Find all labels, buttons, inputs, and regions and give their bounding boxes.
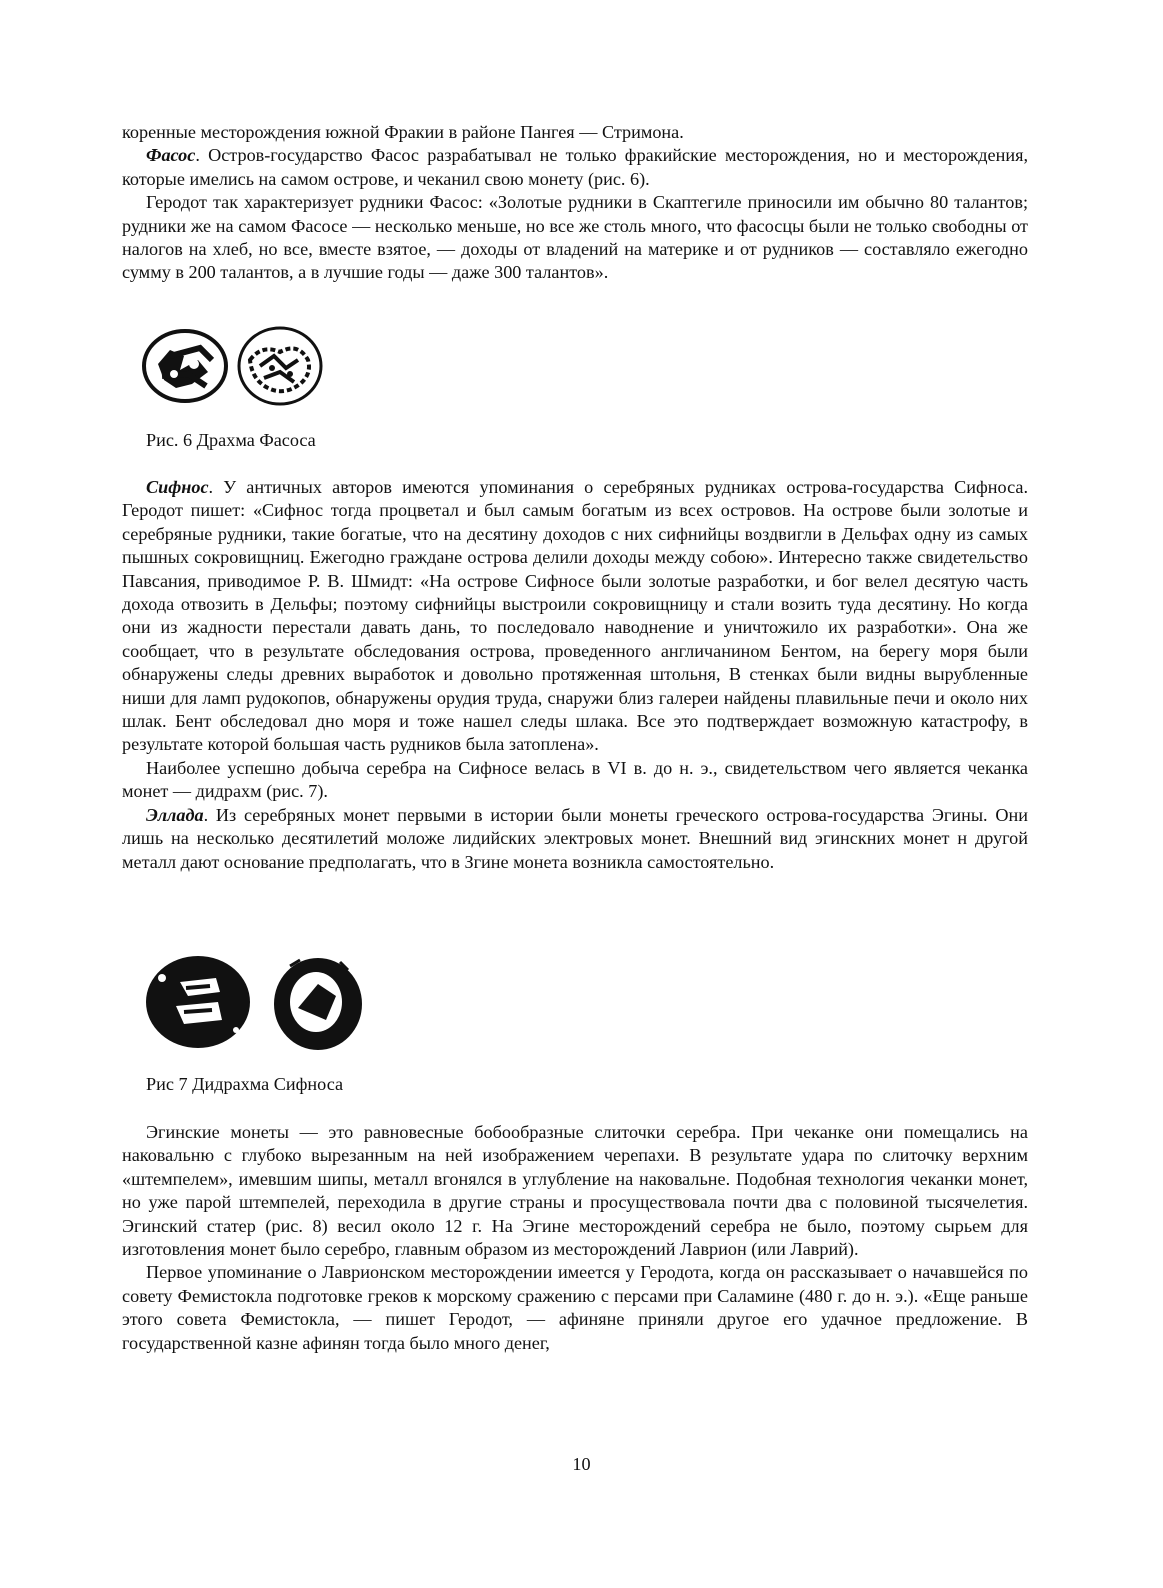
coin-reverse-sifnos bbox=[274, 958, 362, 1050]
bottom-text-block bbox=[122, 1121, 1028, 1355]
paragraph-lavrion: Первое упоминание о Лаврионском месторождении имеется у Геродота, когда он рассказывает о начавшейся по совету Фемистокла подготовке греков к морскому сражению с персами при Саламине (480 г. до н. э.). «Еще раньше этого совета Фемистокла, — пишет Геродот, — афиняне приняли другое его удачное предложение. В государственной казне афинян тогда было много денег, bbox=[122, 1262, 1028, 1353]
coin-obverse-sifnos bbox=[146, 956, 250, 1048]
figure-7-caption: Рис 7 Дидрахма Сифноса bbox=[146, 1074, 344, 1094]
heading-sifnos: Сифнос bbox=[146, 477, 209, 497]
paragraph-fasos bbox=[122, 144, 1028, 191]
figure-7-didrachm-coins bbox=[140, 948, 370, 1058]
coin-reverse-fasos bbox=[239, 328, 321, 404]
figure-6-drachma-coins bbox=[140, 326, 330, 408]
heading-hellas: Эллада bbox=[146, 804, 204, 825]
paragraph-silver: Наиболее успешно добыча серебра на Сифносе велась в VI в. до н. э., свидетельством чего является чеканка монет — дидрахм (рис. 7). bbox=[122, 757, 1028, 802]
sifnos-text: . У античных авторов имеются упоминания о серебряных рудниках острова-государства Сифноса. Геродот пишет: «Сифнос тогда процветал и был самым богатым из всех островов. На острове были золотые и серебряные рудники, такие богатые, что на десятину доходов с них сифнийцы воздвигли в Дельфах одну из самых пышных сокровищниц. Ежегодно граждане острова делили доходы между собою». Интересно также свидетельство Павсания, приводимое Р. В. Шмидт: «На острове Сифносе были золотые разработки, и бог велел десятую часть дохода отвозить в Дельфы; поэтому сифнийцы выстроили сокровищницу и стали возить туда десятину. Но когда они из жадности перестали давать дань, то последовало наводнение и уничтожило их разработки». Она же сообщает, что в результате обследования острова, проведенного англичанином Бентом, на берегу моря были обнаружены следы древних выработок и довольно протяженная штольня, В стенках были видны вырубленные ниши для ламп рудокопов, обнаружены орудия труда, снаружи близ галереи найдены плавильные печи и около них шлак. Бент обследовал дно моря и тоже нашел следы шлака. Все это подтверждает возможную катастрофу, в результате которой большая часть рудников была затоплена». bbox=[122, 477, 1028, 755]
paragraph-egina: Эгинские монеты — это равновесные бобообразные слиточки серебра. При чеканке они помещались на наковальню с глубоко вырезанным на ней изображением черепахи. В результате удара по слиточку верхним «штемпелем», имевшим шипы, металл вгонялся в углубление на наковальне. Подобная технология чеканки монет, но уже парой штемпелей, переходила в другие страны и просуществовала почти два с половиной тысячелетия. Эгинский статер (рис. 8) весил около 12 г. На Эгине месторождений серебра не было, поэтому сырьем для изготовления монет было серебро, главным образом из месторождений Лаврион (или Лаврий). bbox=[122, 1122, 1028, 1260]
coin-obverse-fasos bbox=[144, 331, 226, 401]
paragraph-continuation: коренные месторождения южной Фракии в районе Пангея — Стримона. bbox=[122, 122, 684, 142]
paragraph-sifnos bbox=[122, 476, 1028, 757]
figure-6-caption: Рис. 6 Драхма Фасоса bbox=[146, 430, 316, 450]
page-number: 10 bbox=[572, 1454, 591, 1474]
paragraph-herodotus: Геродот так характеризует рудники Фасос: «Золотые рудники в Скаптегиле приносили им обычно 80 талантов; рудники же на самом Фасосе — несколько меньше, но все же столь много, что фасосцы были не только свободны от налогов на хлеб, но все, вместе взятое, — доходы от владений на материке и от рудников — составляло ежегодно сумму в 200 талантов, а в лучшие годы — даже 300 талантов». bbox=[122, 192, 1028, 283]
fasos-text: . Остров-государство Фасос разрабатывал не только фракийские месторождения, но и месторождения, которые имелись на самом острове, и чеканил свою монету (рис. 6). bbox=[122, 145, 1028, 189]
top-text-block bbox=[122, 121, 1028, 285]
middle-text-block bbox=[122, 476, 1028, 874]
heading-fasos: Фасос bbox=[146, 145, 196, 166]
hellas-text: . Из серебряных монет первыми в истории были монеты греческого острова-государства Эгины. Они лишь на несколько десятилетий моложе лидийских электровых монет. Внешний вид эгинскних монет н другой металл дают основание предполагать, что в Згине монета возникла самостоятельно. bbox=[122, 804, 1028, 872]
paragraph-hellas bbox=[122, 804, 1028, 874]
